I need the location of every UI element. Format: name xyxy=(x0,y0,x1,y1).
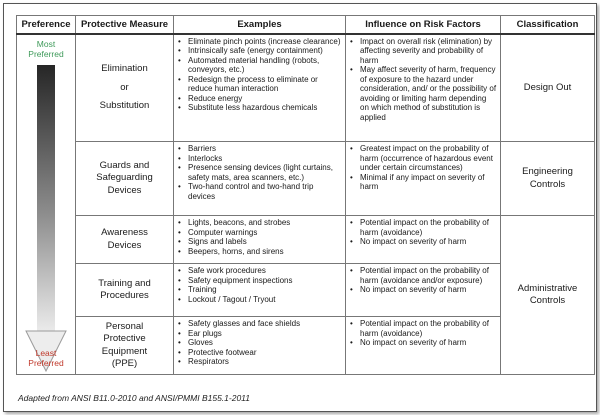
examples-cell xyxy=(174,264,346,317)
classification-design-out: Design Out xyxy=(501,34,595,142)
measure-ppe: Personal Protective Equipment (PPE) xyxy=(76,317,174,375)
most-preferred-label: Most Preferred xyxy=(28,38,64,59)
header-classification: Classification xyxy=(501,16,595,34)
measure-training-procedures: Training and Procedures xyxy=(76,264,174,317)
examples-cell xyxy=(174,317,346,375)
hierarchy-of-controls-table xyxy=(16,15,595,375)
list-item: • No impact on severity of harm xyxy=(348,338,497,348)
list-item: • Eliminate pinch points (increase clearance) xyxy=(176,37,342,47)
influence-cell xyxy=(346,264,501,317)
list-item: • Safety glasses and face shields xyxy=(176,319,342,329)
influence-cell xyxy=(346,216,501,264)
list-item: • Safe work procedures xyxy=(176,266,342,276)
list-item: • Computer warnings xyxy=(176,228,342,238)
classification-engineering-controls: Engineering Controls xyxy=(501,142,595,216)
list-item: • Interlocks xyxy=(176,154,342,164)
measure-awareness-devices: Awareness Devices xyxy=(76,216,174,264)
source-footnote: Adapted from ANSI B11.0-2010 and ANSI/PMMI B155.1-2011 xyxy=(18,393,250,403)
list-item: • Presence sensing devices (light curtains, safety mats, area scanners, etc.) xyxy=(176,163,342,182)
list-item: • Greatest impact on the probability of harm (occurrence of hazardous event under certain circumstances) xyxy=(348,144,497,173)
table-row xyxy=(17,34,595,142)
list-item: • Signs and labels xyxy=(176,237,342,247)
list-item: • Lockout / Tagout / Tryout xyxy=(176,295,342,305)
list-item: • Safety equipment inspections xyxy=(176,276,342,286)
header-row xyxy=(17,16,595,34)
list-item: • Substitute less hazardous chemicals xyxy=(176,103,342,113)
influence-cell xyxy=(346,34,501,142)
examples-cell xyxy=(174,34,346,142)
influence-cell xyxy=(346,142,501,216)
list-item: • Potential impact on the probability of harm (avoidance) xyxy=(348,319,497,338)
header-preference: Preference xyxy=(17,16,76,34)
examples-cell xyxy=(174,142,346,216)
preference-arrow-icon xyxy=(25,65,67,375)
list-item: • Gloves xyxy=(176,338,342,348)
least-preferred-label: Least Preferred xyxy=(28,348,64,368)
examples-cell xyxy=(174,216,346,264)
list-item: • Two-hand control and two-hand trip devices xyxy=(176,182,342,201)
classification-administrative-controls: Administrative Controls xyxy=(501,216,595,375)
list-item: • Impact on overall risk (elimination) by affecting severity and probability of harm xyxy=(348,37,497,66)
list-item: • Ear plugs xyxy=(176,329,342,339)
list-item: • Lights, beacons, and strobes xyxy=(176,218,342,228)
list-item: • Protective footwear xyxy=(176,348,342,358)
list-item: • No impact on severity of harm xyxy=(348,285,497,295)
list-item: • Training xyxy=(176,285,342,295)
list-item: • Respirators xyxy=(176,357,342,367)
list-item: • Minimal if any impact on severity of harm xyxy=(348,173,497,192)
list-item: • Potential impact on the probability of harm (avoidance and/or exposure) xyxy=(348,266,497,285)
list-item: • Beepers, horns, and sirens xyxy=(176,247,342,257)
list-item: • Potential impact on the probability of harm (avoidance) xyxy=(348,218,497,237)
list-item: • Automated material handling (robots, conveyors, etc.) xyxy=(176,56,342,75)
measure-guards-safeguarding: Guards and Safeguarding Devices xyxy=(76,142,174,216)
influence-cell xyxy=(346,317,501,375)
table-row xyxy=(17,142,595,216)
table-row xyxy=(17,216,595,264)
header-influence: Influence on Risk Factors xyxy=(346,16,501,34)
preference-column xyxy=(17,34,76,375)
list-item: • Intrinsically safe (energy containment) xyxy=(176,46,342,56)
figure-frame xyxy=(3,3,597,412)
measure-elimination-substitution: Elimination or Substitution xyxy=(76,34,174,142)
list-item: • Redesign the process to eliminate or reduce human interaction xyxy=(176,75,342,94)
header-protective-measure: Protective Measure xyxy=(76,16,174,34)
list-item: • Reduce energy xyxy=(176,94,342,104)
header-examples: Examples xyxy=(174,16,346,34)
list-item: • No impact on severity of harm xyxy=(348,237,497,247)
list-item: • Barriers xyxy=(176,144,342,154)
list-item: • May affect severity of harm, frequency of exposure to the hazard under consideration, and/ or the possibility of avoiding or limiting harm depending on which method of substitution is applied xyxy=(348,65,497,122)
